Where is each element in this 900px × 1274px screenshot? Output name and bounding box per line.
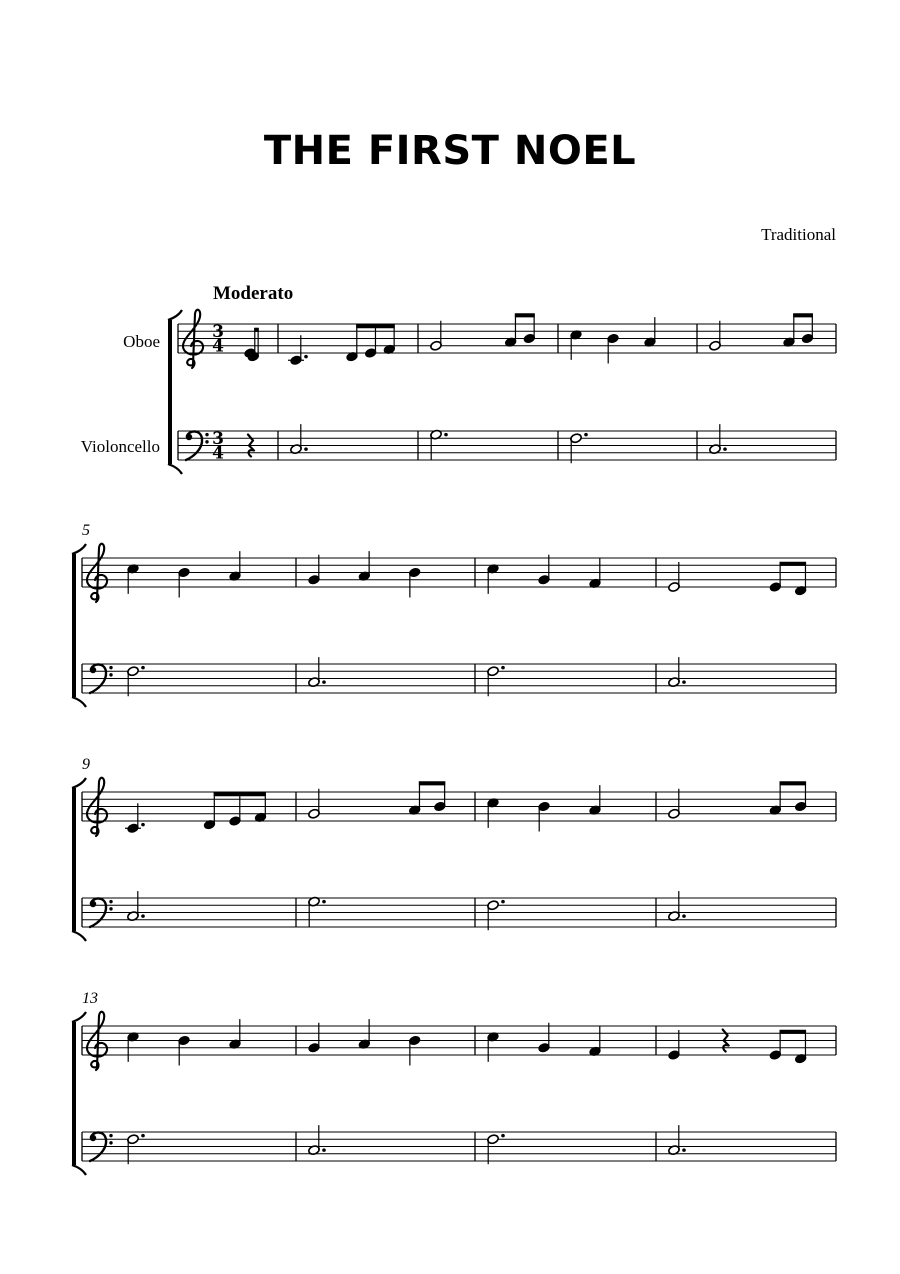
time-signature-bottom: 4 (212, 443, 224, 464)
bass-clef-dot (109, 907, 112, 910)
bass-clef-dot (186, 434, 192, 440)
bracket-hook (72, 544, 86, 554)
cello-staff (178, 431, 836, 460)
augmentation-dot (682, 1148, 686, 1152)
oboe-staff (178, 324, 836, 353)
bracket-hook (168, 464, 182, 474)
composer-credit: Traditional (761, 225, 836, 244)
augmentation-dot (322, 900, 326, 904)
bass-clef-dot (205, 433, 208, 436)
bracket-hook (168, 310, 182, 320)
augmentation-dot (322, 1148, 326, 1152)
system-bracket (72, 778, 86, 941)
system-bracket (72, 1012, 86, 1175)
instrument-label-oboe: Oboe (123, 332, 160, 351)
augmentation-dot (501, 666, 505, 670)
instrument-label-violoncello: Violoncello (80, 437, 160, 456)
bass-clef-dot (205, 440, 208, 443)
cello-staff (82, 664, 836, 693)
augmentation-dot (584, 433, 588, 437)
tempo-marking: Moderato (213, 283, 294, 304)
piece-title: THE FIRST NOEL (263, 128, 637, 174)
system-bracket (168, 310, 182, 474)
bracket-hook (72, 1165, 86, 1175)
system-bracket (72, 544, 86, 707)
bass-clef-dot (90, 667, 96, 673)
bass-clef-dot (90, 901, 96, 907)
cello-staff (82, 898, 836, 927)
augmentation-dot (322, 680, 326, 684)
augmentation-dot (141, 1134, 145, 1138)
bracket-hook (72, 778, 86, 788)
time-signature-bottom: 4 (212, 336, 224, 357)
bracket-hook (72, 1012, 86, 1022)
cello-staff (82, 1132, 836, 1161)
oboe-staff (82, 792, 836, 821)
augmentation-dot (682, 680, 686, 684)
measure-number-9: 9 (82, 756, 90, 773)
bracket-hook (72, 931, 86, 941)
bass-clef-dot (109, 900, 112, 903)
bracket-hook (72, 697, 86, 707)
time-signature-top: 3 (212, 322, 224, 342)
bass-clef-dot (109, 1141, 112, 1144)
augmentation-dot (501, 1134, 505, 1138)
augmentation-dot (304, 447, 308, 451)
bass-clef-dot (109, 673, 112, 676)
augmentation-dot (304, 355, 308, 359)
bass-clef-dot (90, 1135, 96, 1141)
augmentation-dot (723, 447, 727, 451)
bass-clef-dot (109, 1134, 112, 1137)
augmentation-dot (141, 914, 145, 918)
augmentation-dot (141, 666, 145, 670)
bass-clef-dot (109, 666, 112, 669)
augmentation-dot (682, 914, 686, 918)
time-signature-top: 3 (212, 429, 224, 449)
augmentation-dot (444, 433, 448, 437)
augmentation-dot (501, 900, 505, 904)
measure-number-5: 5 (82, 522, 90, 539)
augmentation-dot (141, 823, 145, 827)
measure-number-13: 13 (82, 990, 98, 1007)
oboe-staff (82, 558, 836, 587)
